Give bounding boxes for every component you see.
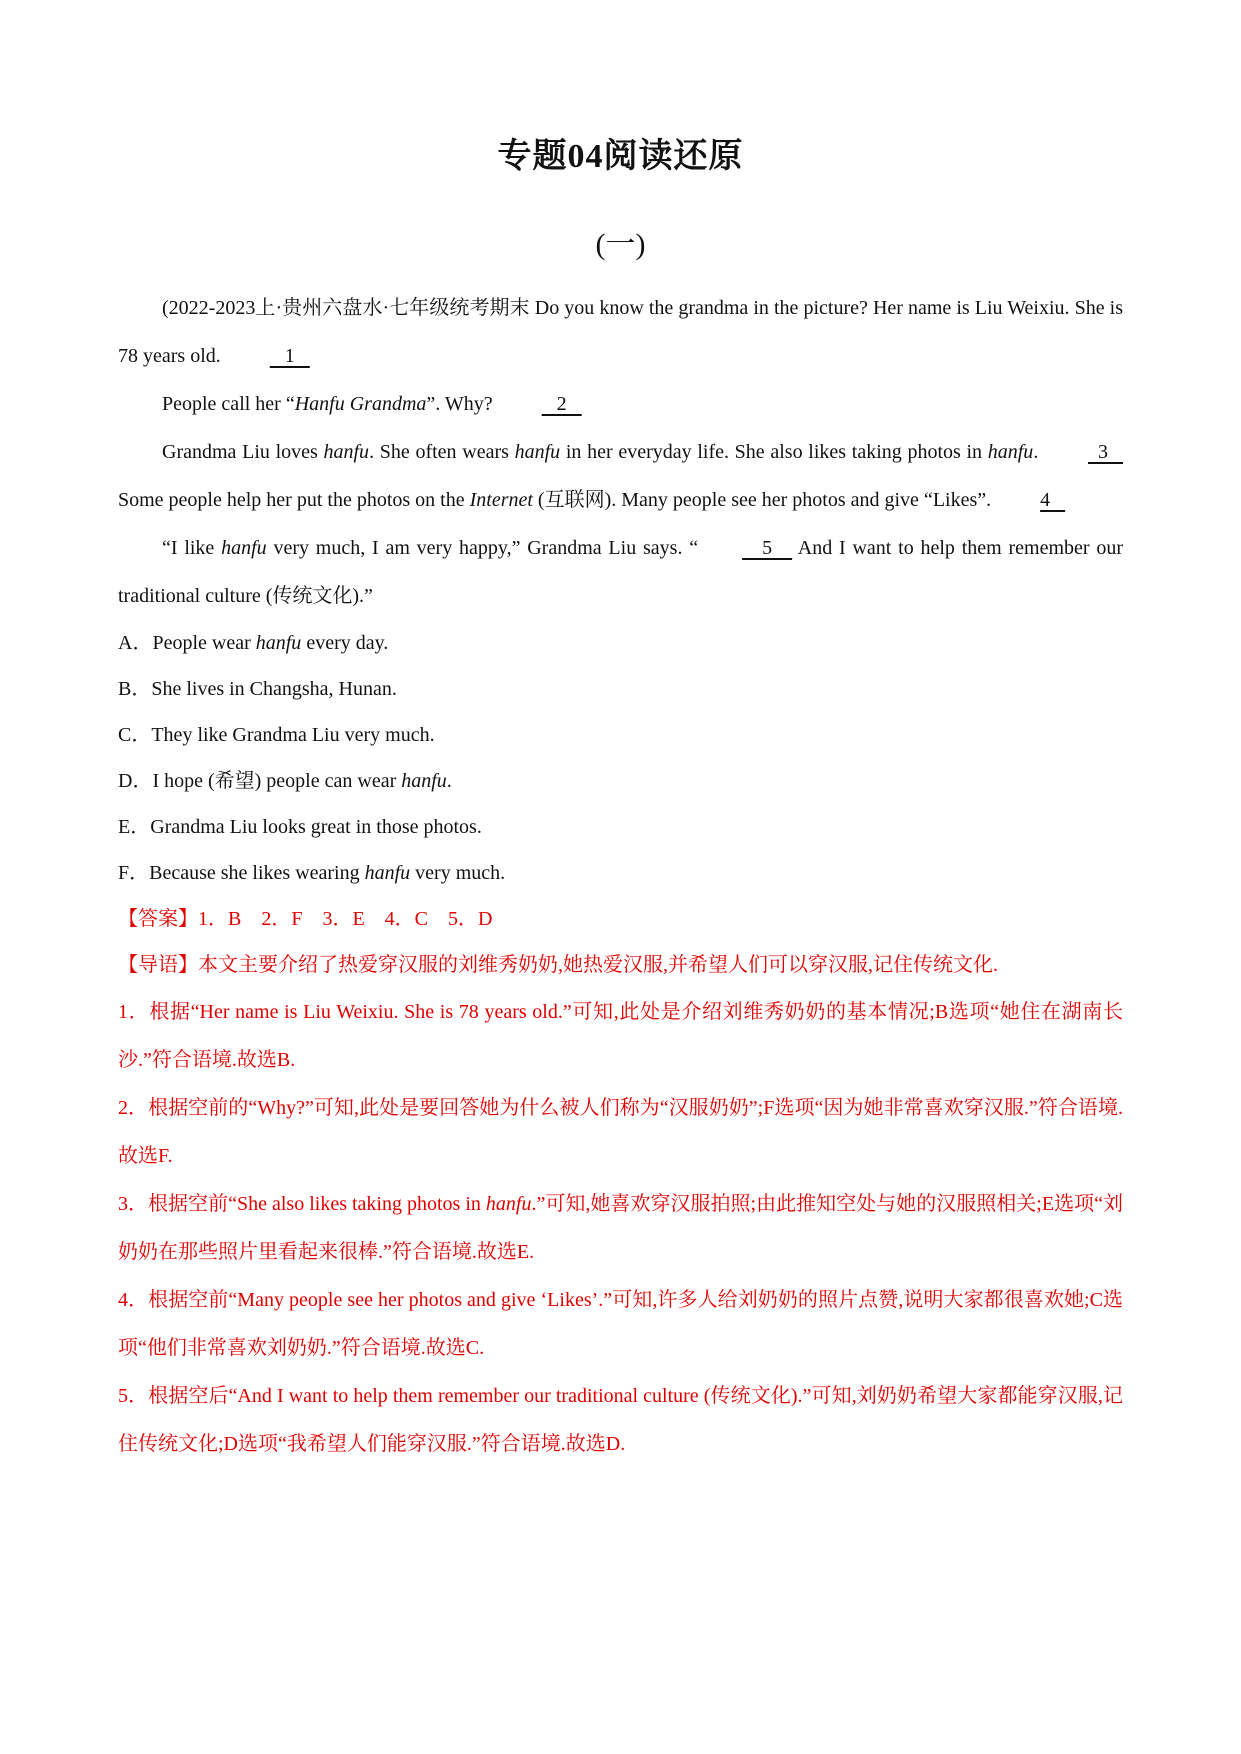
blank-5: 5 (742, 537, 793, 559)
option-text: Grandma Liu looks great in those photos. (150, 816, 482, 838)
text: 3．根据空前“She also likes taking photos in (118, 1193, 486, 1215)
blank-2: 2 (541, 393, 582, 415)
blank-3: 3 (1088, 441, 1124, 463)
italic-text: hanfu (323, 441, 370, 463)
text: And I want to help them remember our traditional culture (传统文化).” (118, 537, 1123, 607)
italic-text: hanfu (255, 632, 302, 654)
italic-text: hanfu (221, 537, 267, 559)
text: Some people help her put the photos on the (118, 489, 470, 511)
italic-text: hanfu (987, 441, 1034, 463)
option-b (118, 666, 1123, 712)
italic-text: Hanfu Grandma (294, 393, 427, 415)
option-label: B． (118, 678, 152, 700)
text: . She often wears (369, 441, 515, 463)
passage-paragraph-3 (118, 428, 1123, 524)
answer-key: 【答案】1．B 2．F 3．E 4．C 5．D (118, 908, 493, 930)
blank-4: 4 (1040, 489, 1066, 511)
text: Grandma Liu loves (162, 441, 324, 463)
explanation-4 (118, 1276, 1123, 1372)
italic-text: hanfu (401, 770, 447, 792)
options-list (118, 620, 1123, 896)
text: . (1033, 441, 1045, 463)
text: very much, I am very happy,” Grandma Liu says. “ (266, 537, 699, 559)
text: 1．根据“Her name is Liu Weixiu. She is 78 years old.”可知,此处是介绍刘维秀奶奶的基本情况;B选项“她住在湖南长沙.”符合语境.故选B. (118, 1001, 1123, 1071)
text: 4．根据空前“Many people see her photos and give ‘Likes’.”可知,许多人给刘奶奶的照片点赞,说明大家都很喜欢她;C选项“他们非常喜欢刘奶奶.”符合语境.故选C. (118, 1289, 1123, 1359)
passage-paragraph-2 (118, 380, 1123, 428)
italic-text: Internet (469, 489, 533, 511)
italic-text: hanfu (364, 862, 411, 884)
blank-1: 1 (269, 345, 310, 367)
option-c (118, 712, 1123, 758)
text: .”可知,她喜欢穿汉服拍照;由此推知空处与她的汉服照相关;E选项“刘奶奶在那些照片里看起来很棒.”符合语境.故选E. (118, 1193, 1123, 1263)
text: 2．根据空前的“Why?”可知,此处是要回答她为什么被人们称为“汉服奶奶”;F选项“因为她非常喜欢穿汉服.”符合语境.故选F. (118, 1097, 1123, 1167)
option-a (118, 620, 1123, 666)
passage-paragraph-4 (118, 524, 1123, 620)
italic-text: hanfu (514, 441, 561, 463)
option-e (118, 804, 1123, 850)
section-number: (一) (595, 228, 646, 261)
text: 5．根据空后“And I want to help them remember our traditional culture (传统文化).”可知,刘奶奶希望大家都能穿汉服,记住传统文化;D选项“我希望人们能穿汉服.”符合语境.故选D. (118, 1385, 1123, 1455)
text: People call her “ (162, 393, 295, 415)
option-text: They like Grandma Liu very much. (151, 724, 435, 746)
text: “I like (162, 537, 222, 559)
option-label: E． (118, 816, 151, 838)
text: in her everyday life. She also likes taking photos in (560, 441, 988, 463)
content (118, 284, 1123, 1468)
option-label: C． (118, 724, 152, 746)
option-text: She lives in Changsha, Hunan. (151, 678, 397, 700)
option-label: D． (118, 770, 153, 792)
option-text: very much. (410, 862, 506, 884)
option-label: F． (118, 862, 150, 884)
text: ”. Why? (426, 393, 498, 415)
passage-paragraph-1 (118, 284, 1123, 380)
option-text: every day. (301, 632, 389, 654)
explanation-3 (118, 1180, 1123, 1276)
text: (2022-2023上·贵州六盘水·七年级统考期末 Do you know the grandma in the picture? Her name is Liu Weixiu. She is 78 years old. (118, 297, 1123, 367)
explanations (118, 988, 1123, 1468)
explanation-2 (118, 1084, 1123, 1180)
italic-text: hanfu (485, 1193, 532, 1215)
option-text: Because she likes wearing (149, 862, 365, 884)
page-title: 专题04阅读还原 (497, 138, 744, 175)
option-d (118, 758, 1123, 804)
explanation-5 (118, 1372, 1123, 1468)
option-label: A． (118, 632, 153, 654)
option-f (118, 850, 1123, 896)
text: (互联网). Many people see her photos and give “Likes”. (532, 489, 997, 511)
option-text: I hope (希望) people can wear (152, 770, 402, 792)
option-text: People wear (152, 632, 256, 654)
option-text: . (446, 770, 452, 792)
guide-text: 【导语】本文主要介绍了热爱穿汉服的刘维秀奶奶,她热爱汉服,并希望人们可以穿汉服,记住传统文化. (118, 954, 998, 976)
explanation-1 (118, 988, 1123, 1084)
